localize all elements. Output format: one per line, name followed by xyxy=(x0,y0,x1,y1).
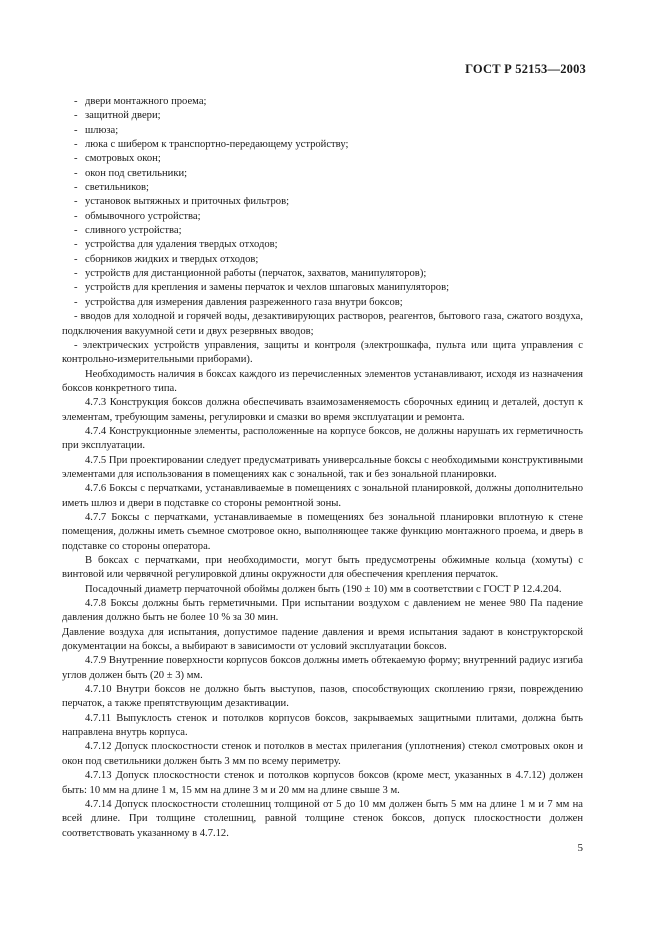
list-dash: - xyxy=(74,296,78,308)
list-item-text: защитной двери; xyxy=(85,110,161,122)
list-item-text: устройства для измерения давления разреженного газа внутри боксов; xyxy=(85,296,403,308)
clause-4-7-5: 4.7.5 При проектировании следует предусматривать универсальные боксы с необходимыми конструктивными элементами для использования в помещениях как с зональной, так и без зональной планировки. xyxy=(62,454,583,480)
list-item-wrapped xyxy=(62,310,583,339)
clause-4-7-12: 4.7.12 Допуск плоскостности стенок и потолков в местах прилегания (уплотнения) стекол смотровых окон и окон под светильники должен быть 3 мм по всему периметру. xyxy=(62,741,583,767)
list-item-text: устройств для крепления и замены перчаток и чехлов шпаговых манипуляторов; xyxy=(85,282,450,294)
list-dash: - xyxy=(74,167,78,179)
list-item xyxy=(62,167,583,181)
list-item-text: люка с шибером к транспортно-передающему устройству; xyxy=(85,139,349,151)
list-item xyxy=(62,124,583,138)
clause-4-7-11: 4.7.11 Выпуклость стенок и потолков корпусов боксов, закрываемых защитными плитами, должна быть направлена внутрь корпуса. xyxy=(62,712,583,739)
list-item xyxy=(62,210,583,224)
list-item xyxy=(62,195,583,209)
list-item xyxy=(62,109,583,123)
list-dash: - xyxy=(74,239,78,251)
list-item-text: обмывочного устройства; xyxy=(85,210,201,222)
list-item-text: смотровых окон; xyxy=(85,153,161,165)
list-item-text: шлюза; xyxy=(85,124,119,136)
paragraph-glove-rings: В боксах с перчатками, при необходимости, могут быть предусмотрены обжимные кольца (хомуты) с винтовой или червячной регулировкой длины окружности для обеспечения крепления перчаток. xyxy=(62,555,583,581)
list-item-text: сливного устройства; xyxy=(85,225,182,237)
element-list xyxy=(62,95,583,368)
paragraph-test-pressure: Давление воздуха для испытания, допустимое падение давления и время испытания задают в конструкторской документации на боксы, а выбирают в зависимости от условий эксплуатации боксов. xyxy=(62,626,583,653)
list-item xyxy=(62,138,583,152)
list-item-text: устройств для дистанционной работы (перчаток, захватов, манипуляторов); xyxy=(85,268,427,280)
list-item-text: установок вытяжных и приточных фильтров; xyxy=(85,196,290,208)
list-dash: - xyxy=(74,339,78,351)
list-item xyxy=(62,267,583,281)
clause-4-7-9: 4.7.9 Внутренние поверхности корпусов боксов должны иметь обтекаемую форму; внутренний радиус изгиба углов должен быть (20 ± 3) мм. xyxy=(62,655,583,681)
clause-4-7-8: 4.7.8 Боксы должны быть герметичными. При испытании воздухом с давлением не менее 980 Па падение давления должно быть не более 10 % за 30 мин. xyxy=(62,598,583,624)
list-dash: - xyxy=(74,225,78,237)
list-item xyxy=(62,253,583,267)
list-item-text: окон под светильники; xyxy=(85,167,188,179)
list-dash: - xyxy=(74,96,78,107)
list-item xyxy=(62,281,583,295)
clause-4-7-6: 4.7.6 Боксы с перчатками, устанавливаемые в помещениях с зональной планировкой, должны дополнительно иметь шлюз и двери в подставке со стороны ремонтной зоны. xyxy=(62,483,583,509)
list-dash: - xyxy=(74,311,78,323)
list-item xyxy=(62,238,583,252)
list-item xyxy=(62,296,583,310)
list-item-text: двери монтажного проема; xyxy=(85,96,207,107)
list-item-text: электрических устройств управления, защиты и контроля (электрошкафа, пульта или щита управления с контрольно-измерительными приборами). xyxy=(62,339,583,366)
list-dash: - xyxy=(74,124,78,136)
list-item-text: сборников жидких и твердых отходов; xyxy=(85,253,259,265)
list-dash: - xyxy=(74,110,78,122)
list-item xyxy=(62,152,583,166)
list-item xyxy=(62,181,583,195)
clause-4-7-14: 4.7.14 Допуск плоскостности столешниц толщиной от 5 до 10 мм должен быть 5 мм на длине 1 м и 7 мм на всей длине. При толщине столешниц, равной толщине стенок боксов, допуск плоскостности должен соответствовать указанному в 4.7.12. xyxy=(62,798,583,839)
paragraph-necessity: Необходимость наличия в боксах каждого из перечисленных элементов устанавливают, исходя из назначения боксов конкретного типа. xyxy=(62,368,583,394)
document-code: ГОСТ Р 52153—2003 xyxy=(465,62,586,76)
list-item-text: вводов для холодной и горячей воды, дезактивирующих растворов, реагентов, бытового газа, сжатого воздуха, подключения вакуумной сети и двух резервных вводов; xyxy=(62,311,583,337)
list-dash: - xyxy=(74,253,78,265)
list-dash: - xyxy=(74,153,78,165)
list-dash: - xyxy=(74,210,78,222)
clause-4-7-10: 4.7.10 Внутри боксов не должно быть выступов, пазов, способствующих скоплению грязи, повреждению перчаток, а также препятствующим дезактивации. xyxy=(62,684,583,710)
list-item xyxy=(62,224,583,238)
list-dash: - xyxy=(74,196,78,208)
clause-4-7-3: 4.7.3 Конструкция боксов должна обеспечивать взаимозаменяемость сборочных единиц и деталей, доступ к элементам, требующим замены, регулировки и смазки во время эксплуатации и ремонта. xyxy=(62,397,583,423)
page-body xyxy=(62,95,583,841)
page-number: 5 xyxy=(577,842,583,854)
list-item xyxy=(62,95,583,109)
list-item-text: светильников; xyxy=(85,182,149,194)
clause-4-7-4: 4.7.4 Конструкционные элементы, расположенные на корпусе боксов, не должны нарушать их герметичность при эксплуатации. xyxy=(62,425,583,452)
list-dash: - xyxy=(74,182,78,194)
list-item-wrapped xyxy=(62,339,583,368)
clause-4-7-13: 4.7.13 Допуск плоскостности стенок и потолков корпусов боксов (кроме мест, указанных в 4.7.12) должен быть: 10 мм на длине 1 м, 15 мм на длине 3 м и 20 мм на длине свыше 3 м. xyxy=(62,770,583,796)
clause-4-7-7: 4.7.7 Боксы с перчатками, устанавливаемые в помещениях без зональной планировки вплотную к стене помещения, должны иметь съемное смотровое окно, выполняющее также функцию монтажного проема, и дверь в подставке со стороны оператора. xyxy=(62,511,583,552)
list-dash: - xyxy=(74,282,78,294)
paragraph-glove-diameter: Посадочный диаметр перчаточной обоймы должен быть (190 ± 10) мм в соответствии с ГОСТ Р 12.4.204. xyxy=(85,583,562,595)
list-dash: - xyxy=(74,268,78,280)
list-dash: - xyxy=(74,139,78,151)
list-item-text: устройства для удаления твердых отходов; xyxy=(85,239,278,251)
